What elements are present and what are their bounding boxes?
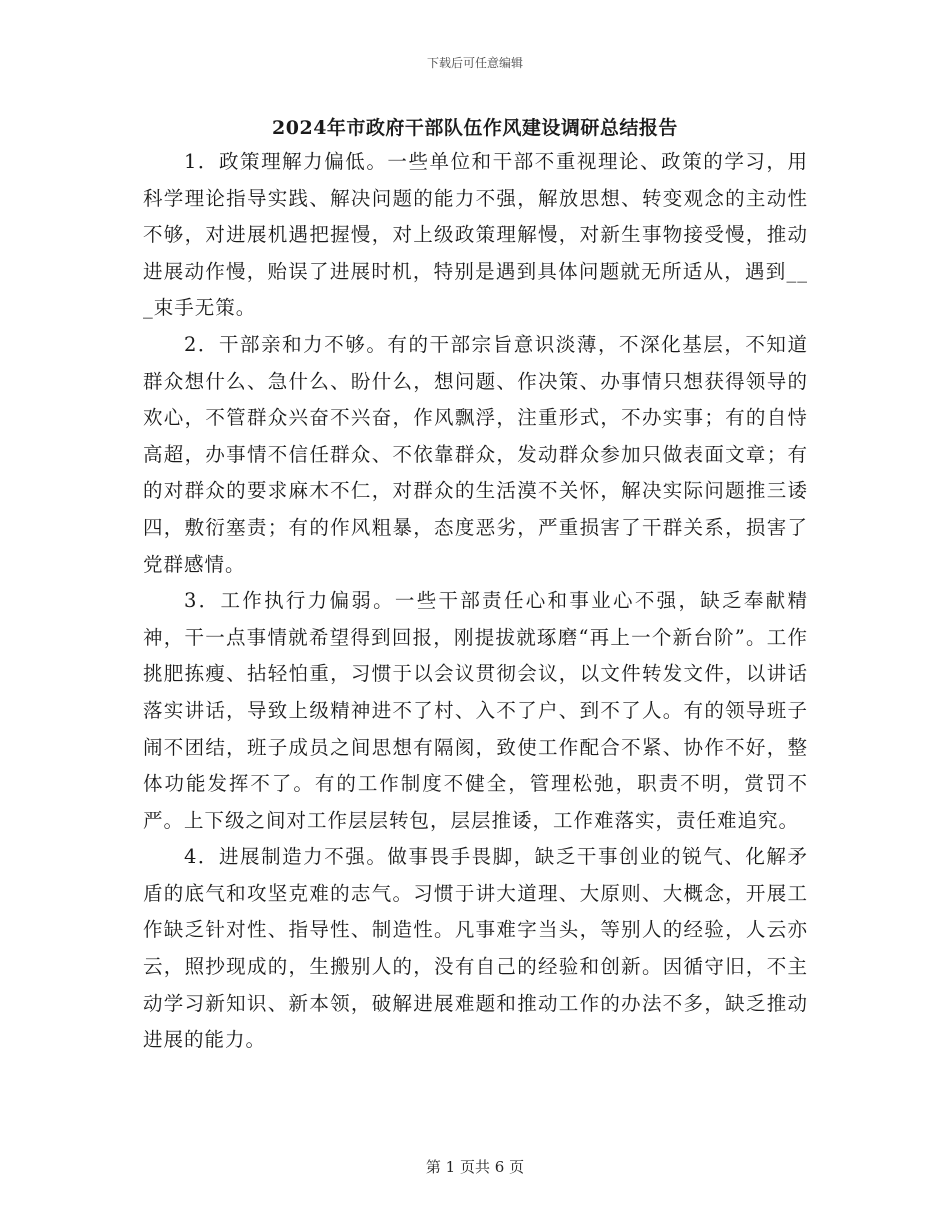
paragraph-2: 2．干部亲和力不够。有的干部宗旨意识淡薄，不深化基层，不知道群众想什么、急什么、盼什么，想问题、作决策、办事情只想获得领导的欢心，不管群众兴奋不兴奋，作风飘浮，注重形式，不办实事；有的自恃高超，办事情不信任群众、不依靠群众，发动群众参加只做表面文章；有的对群众的要求麻木不仁，对群众的生活漠不关怀，解决实际问题推三诿四，敷衍塞责；有的作风粗暴，态度恶劣，严重损害了干群关系，损害了党群感情。: [143, 332, 808, 576]
paragraph-1: 1．政策理解力偏低。一些单位和干部不重视理论、政策的学习，用科学理论指导实践、解决问题的能力不强，解放思想、转变观念的主动性不够，对进展机遇把握慢，对上级政策理解慢，对新生事物接受慢，推动进展动作慢，贻误了进展时机，特别是遇到具体问题就无所适从，遇到___束手无策。: [143, 150, 808, 320]
paragraph-3: 3．工作执行力偏弱。一些干部责任心和事业心不强，缺乏奉献精神，干一点事情就希望得到回报，刚提拔就琢磨“再上一个新台阶”。工作挑肥拣瘦、拈轻怕重，习惯于以会议贯彻会议，以文件转发文件，以讲话落实讲话，导致上级精神进不了村、入不了户、到不了人。有的领导班子闹不团结，班子成员之间思想有隔阂，致使工作配合不紧、协作不好，整体功能发挥不了。有的工作制度不健全，管理松弛，职责不明，赏罚不严。上下级之间对工作层层转包，层层推诿，工作难落实，责任难追究。: [143, 589, 808, 832]
paragraph-4: 4．进展制造力不强。做事畏手畏脚，缺乏干事创业的锐气、化解矛盾的底气和攻坚克难的志气。习惯于讲大道理、大原则、大概念，开展工作缺乏针对性、指导性、制造性。凡事难字当头，等别人的经验，人云亦云，照抄现成的，生搬别人的，没有自己的经验和创新。因循守旧，不主动学习新知识、新本领，破解进展难题和推动工作的办法不多，缺乏推动进展的能力。: [143, 845, 808, 1052]
document-body: [143, 144, 808, 1059]
document-title: 2024年市政府干部队伍作风建设调研总结报告: [272, 117, 678, 139]
header-note: 下载后可任意编辑: [426, 56, 523, 70]
page-number-footer: 第 1 页共 6 页: [425, 1158, 525, 1176]
